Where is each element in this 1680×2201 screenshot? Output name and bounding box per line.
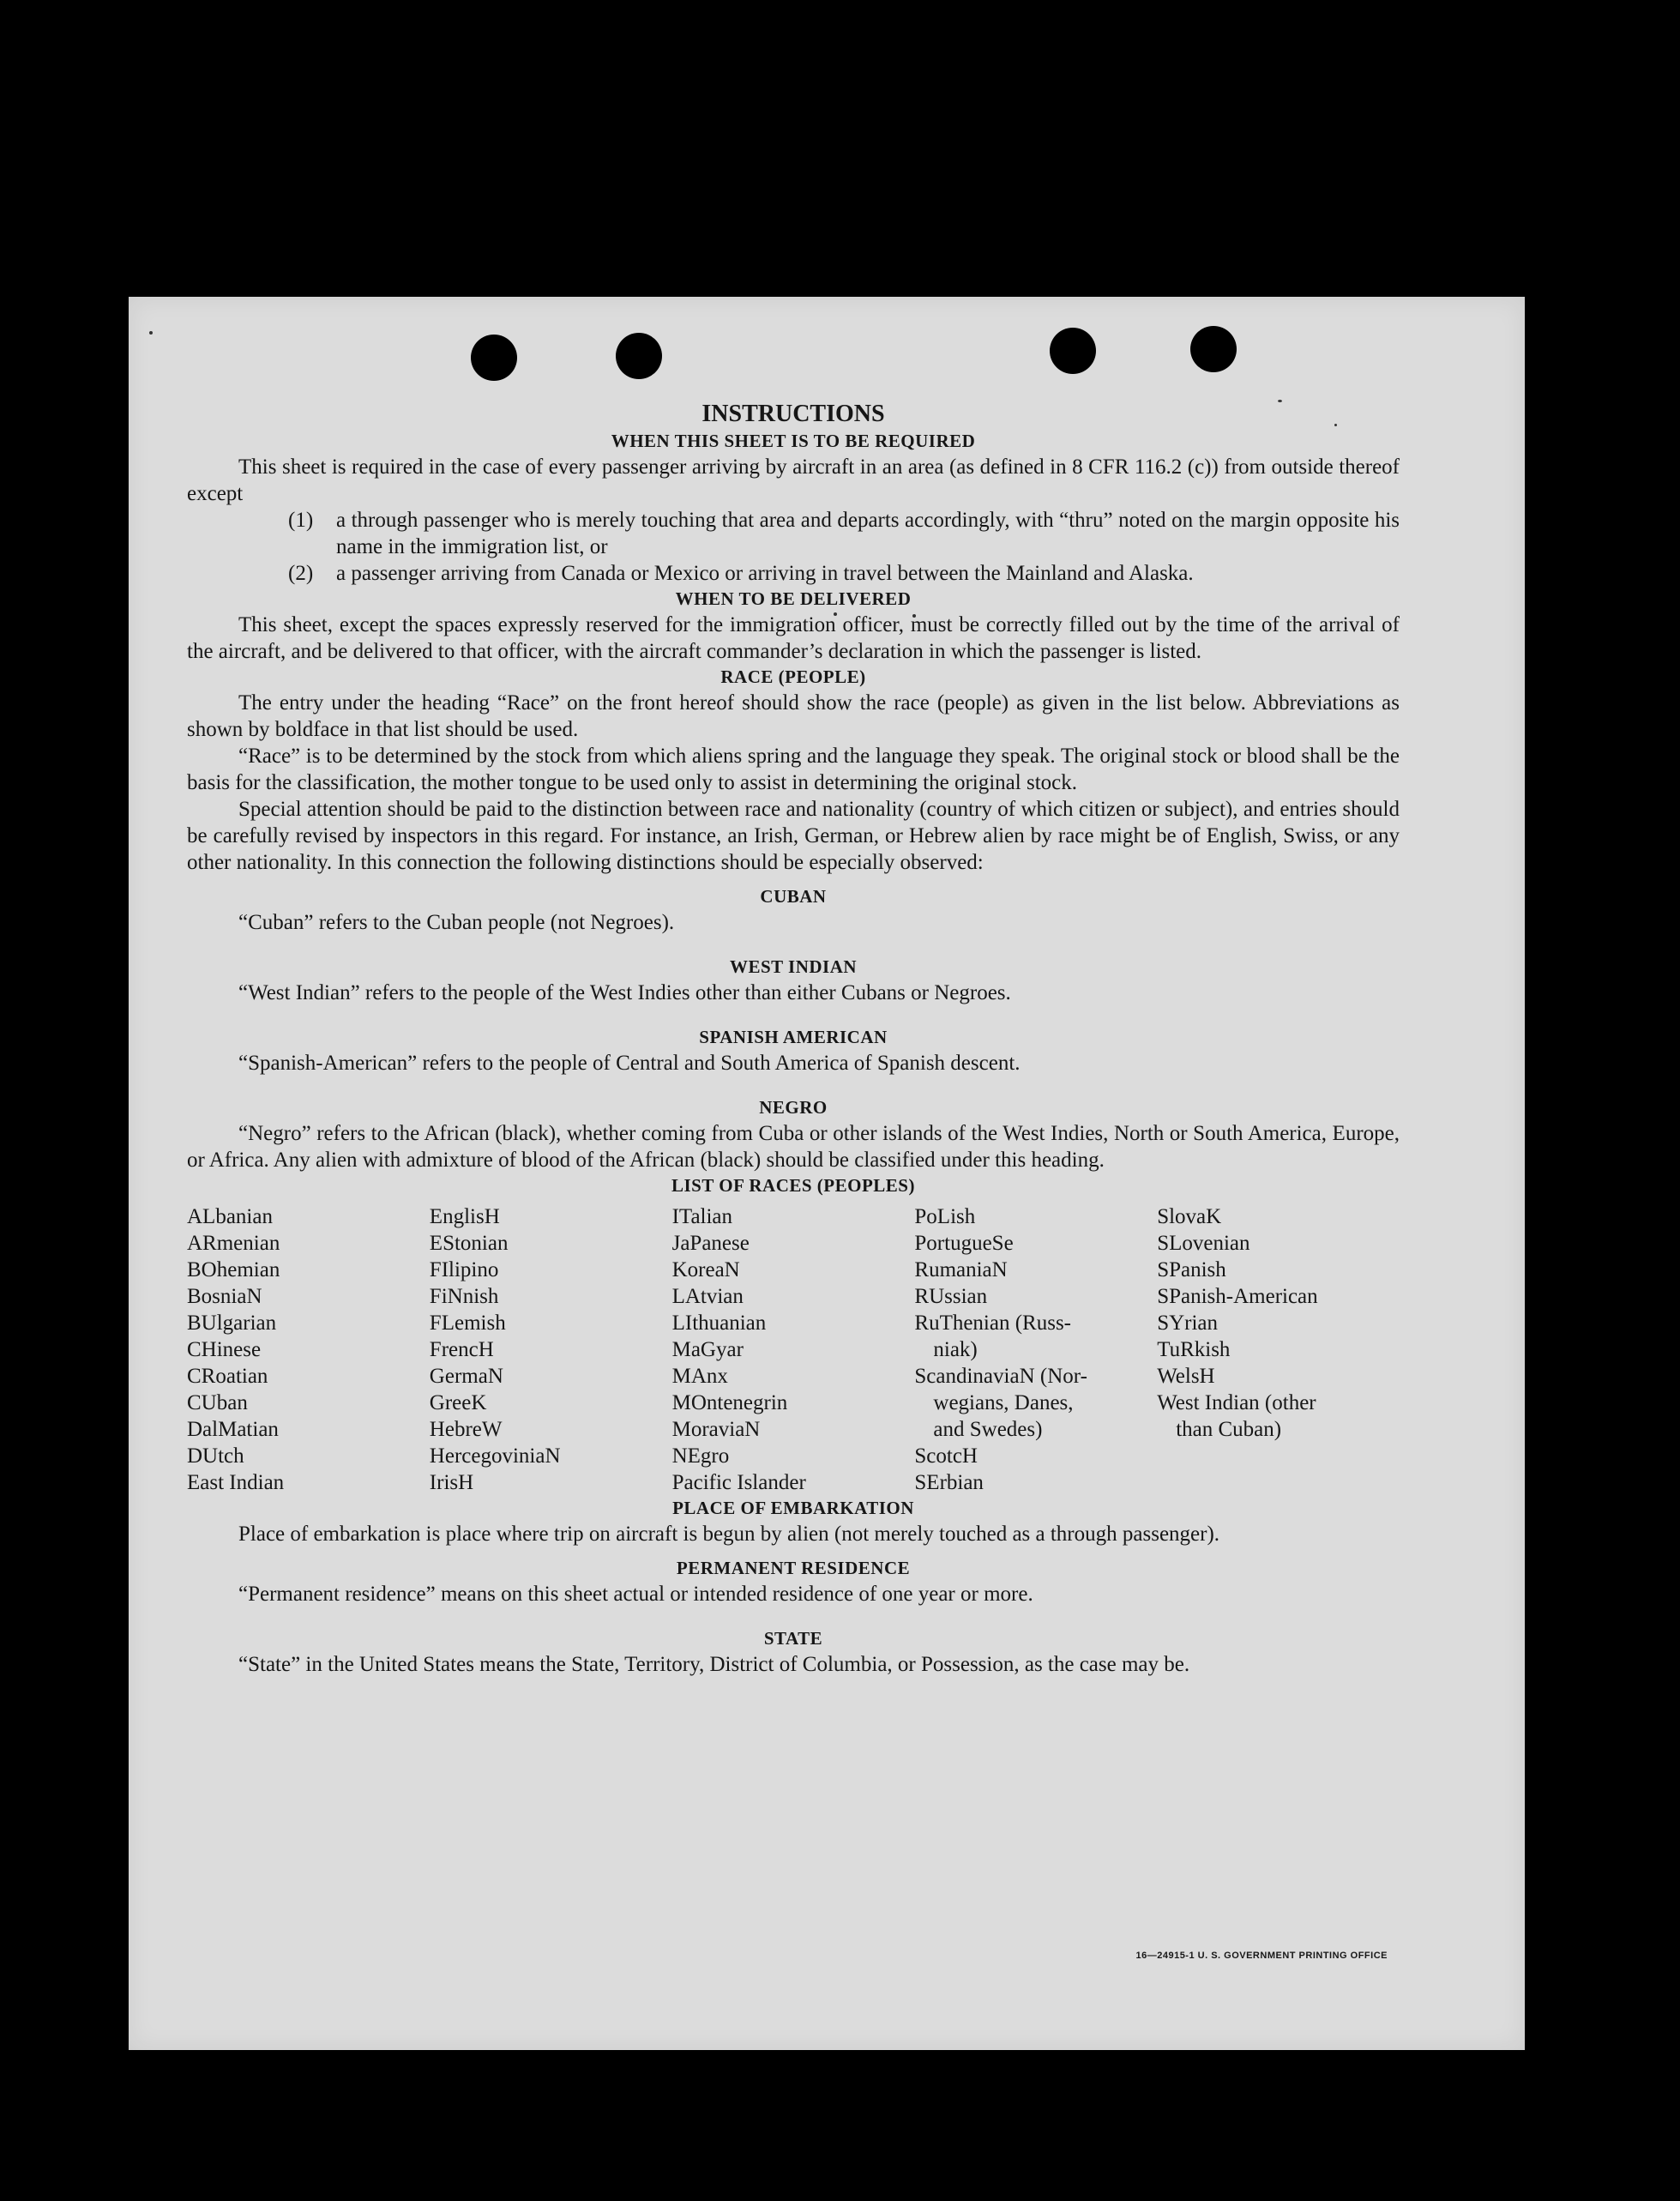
race-entry: NEgro — [671, 1444, 730, 1468]
heading-negro: NEGRO — [759, 1097, 828, 1118]
race-entry: West Indian (other — [1157, 1391, 1316, 1414]
race-entry: SLovenian — [1157, 1232, 1250, 1255]
item-number: (2) — [288, 562, 314, 585]
race-column — [914, 1203, 1157, 1496]
race-entry: LIthuanian — [671, 1312, 767, 1335]
race-entry: RumaniaN — [914, 1258, 1008, 1281]
heading-cuban: CUBAN — [760, 886, 827, 907]
heading-embarkation: PLACE OF EMBARKATION — [672, 1498, 914, 1518]
race-entry: RUssian — [914, 1285, 988, 1308]
race-entry: FrencH — [429, 1338, 494, 1361]
race-entry-continued: wegians, Danes, — [933, 1391, 1074, 1414]
race-entry: Pacific Islander — [671, 1471, 806, 1494]
spanish-american-text: “Spanish-American” refers to the people of Central and South America of Spanish descent. — [238, 1052, 1021, 1075]
race-entry: EStonian — [429, 1232, 509, 1255]
race-entry: DalMatian — [187, 1418, 279, 1441]
item-number: (1) — [288, 509, 314, 532]
race-entry: MoraviaN — [671, 1418, 761, 1441]
race-paragraph-1: The entry under the heading “Race” on the front hereof should show the race (people) as given in the list below. Abbreviations as shown by boldface in that list should be used. — [187, 691, 1400, 741]
document-page — [129, 297, 1525, 2050]
race-entry-continued: and Swedes) — [933, 1418, 1043, 1441]
race-entry: MaGyar — [671, 1338, 744, 1361]
race-entry: GermaN — [429, 1365, 503, 1388]
race-entry: FiNnish — [429, 1285, 499, 1308]
race-entry: CUban — [187, 1391, 248, 1414]
printer-imprint: 16—24915-1 U. S. GOVERNMENT PRINTING OFFICE — [1135, 1951, 1388, 1961]
race-entry: BUlgarian — [187, 1312, 277, 1335]
race-entry: DUtch — [187, 1444, 244, 1468]
punch-hole — [471, 335, 517, 381]
punch-hole — [616, 333, 662, 379]
west-indian-text: “West Indian” refers to the people of the West Indies other than either Cubans or Negroes. — [238, 981, 1011, 1004]
race-entry: IrisH — [429, 1471, 474, 1494]
race-entry: BOhemian — [187, 1258, 280, 1281]
race-entry-continued: than Cuban) — [1176, 1418, 1282, 1441]
residence-text: “Permanent residence” means on this sheet actual or intended residence of one year or more. — [238, 1583, 1033, 1606]
race-column — [672, 1203, 915, 1496]
heading-when-delivered: WHEN TO BE DELIVERED — [675, 588, 912, 609]
race-entry: MAnx — [671, 1365, 728, 1388]
page-title: INSTRUCTIONS — [702, 401, 885, 427]
race-entry: JaPanese — [671, 1232, 750, 1255]
punch-hole — [1050, 328, 1096, 374]
race-column — [187, 1203, 430, 1496]
race-entry: EnglisH — [429, 1205, 500, 1228]
race-entry: SlovaK — [1157, 1205, 1222, 1228]
race-column — [430, 1203, 672, 1496]
race-entry: CHinese — [187, 1338, 262, 1361]
race-column — [1157, 1203, 1400, 1496]
race-entry: SPanish — [1157, 1258, 1226, 1281]
race-entry: FIlipino — [429, 1258, 499, 1281]
embarkation-text: Place of embarkation is place where trip on aircraft is begun by alien (not merely touched as a through passenger). — [238, 1523, 1220, 1546]
exception-item-1 — [187, 507, 1400, 560]
race-entry: ARmenian — [187, 1232, 280, 1255]
cuban-text: “Cuban” refers to the Cuban people (not Negroes). — [238, 911, 675, 934]
race-entry: HercegoviniaN — [429, 1444, 561, 1468]
item-text: a through passenger who is merely touching that area and departs accordingly, with “thru” noted on the margin opposite his name in the immigration list, or — [336, 509, 1400, 558]
race-entry: ScotcH — [914, 1444, 978, 1468]
heading-list-of-races: LIST OF RACES (PEOPLES) — [671, 1175, 915, 1196]
race-entry: KoreaN — [671, 1258, 740, 1281]
race-entry: ALbanian — [187, 1205, 273, 1228]
race-entry: SPanish-American — [1157, 1285, 1318, 1308]
race-entry: BosniaN — [187, 1285, 262, 1308]
race-entry: FLemish — [429, 1312, 506, 1335]
race-entry: HebreW — [429, 1418, 503, 1441]
instructions-text — [187, 400, 1400, 1678]
heading-permanent-residence: PERMANENT RESIDENCE — [676, 1558, 911, 1578]
race-entry: LAtvian — [671, 1285, 744, 1308]
race-paragraph-3: Special attention should be paid to the distinction between race and nationality (country of which citizen or subject), and entries should be carefully revised by inspectors in this regard. For instance, an Irish, German, or Hebrew alien by race might be of English, Swiss, or any other nationality. In this connection the following distinctions should be especially observed: — [187, 798, 1400, 874]
speck — [149, 331, 153, 335]
race-entry: PoLish — [914, 1205, 976, 1228]
race-entry: TuRkish — [1157, 1338, 1231, 1361]
when-required-intro: This sheet is required in the case of every passenger arriving by aircraft in an area (as defined in 8 CFR 116.2 (c)) from outside thereof except — [187, 455, 1400, 505]
item-text: a passenger arriving from Canada or Mexico or arriving in travel between the Mainland and Alaska. — [336, 562, 1194, 585]
race-entry: PortugueSe — [914, 1232, 1014, 1255]
race-entry-continued: niak) — [933, 1338, 978, 1361]
state-text: “State” in the United States means the State, Territory, District of Columbia, or Possession, as the case may be. — [238, 1653, 1190, 1676]
race-entry: MOntenegrin — [671, 1391, 788, 1414]
race-entry: WelsH — [1157, 1365, 1215, 1388]
heading-state: STATE — [763, 1628, 823, 1649]
race-entry: SErbian — [914, 1471, 984, 1494]
race-paragraph-2: “Race” is to be determined by the stock from which aliens spring and the language they speak. The original stock or blood shall be the basis for the classification, the mother tongue to be used only to assist in determining the original stock. — [187, 745, 1400, 794]
race-entry: CRoatian — [187, 1365, 268, 1388]
heading-race: RACE (PEOPLE) — [720, 666, 866, 687]
race-list — [187, 1203, 1400, 1496]
exception-item-2 — [187, 560, 1400, 587]
punch-hole — [1190, 326, 1237, 372]
race-entry: GreeK — [429, 1391, 487, 1414]
race-entry: RuThenian (Russ- — [914, 1312, 1072, 1335]
race-entry: ITalian — [671, 1205, 733, 1228]
race-entry: ScandinaviaN (Nor- — [914, 1365, 1087, 1388]
when-delivered-text: This sheet, except the spaces expressly reserved for the immigration officer, must be correctly filled out by the time of the arrival of the aircraft, and be delivered to that officer, with the aircraft commander’s declaration in which the passenger is listed. — [187, 613, 1400, 663]
negro-text: “Negro” refers to the African (black), whether coming from Cuba or other islands of the West Indies, North or South America, Europe, or Africa. Any alien with admixture of blood of the African (black) should be classified under this heading. — [187, 1122, 1400, 1172]
heading-when-required: WHEN THIS SHEET IS TO BE REQUIRED — [611, 431, 976, 451]
race-entry: East Indian — [187, 1471, 285, 1494]
heading-spanish-american: SPANISH AMERICAN — [699, 1027, 888, 1047]
race-entry: SYrian — [1157, 1312, 1219, 1335]
heading-west-indian: WEST INDIAN — [729, 956, 858, 977]
